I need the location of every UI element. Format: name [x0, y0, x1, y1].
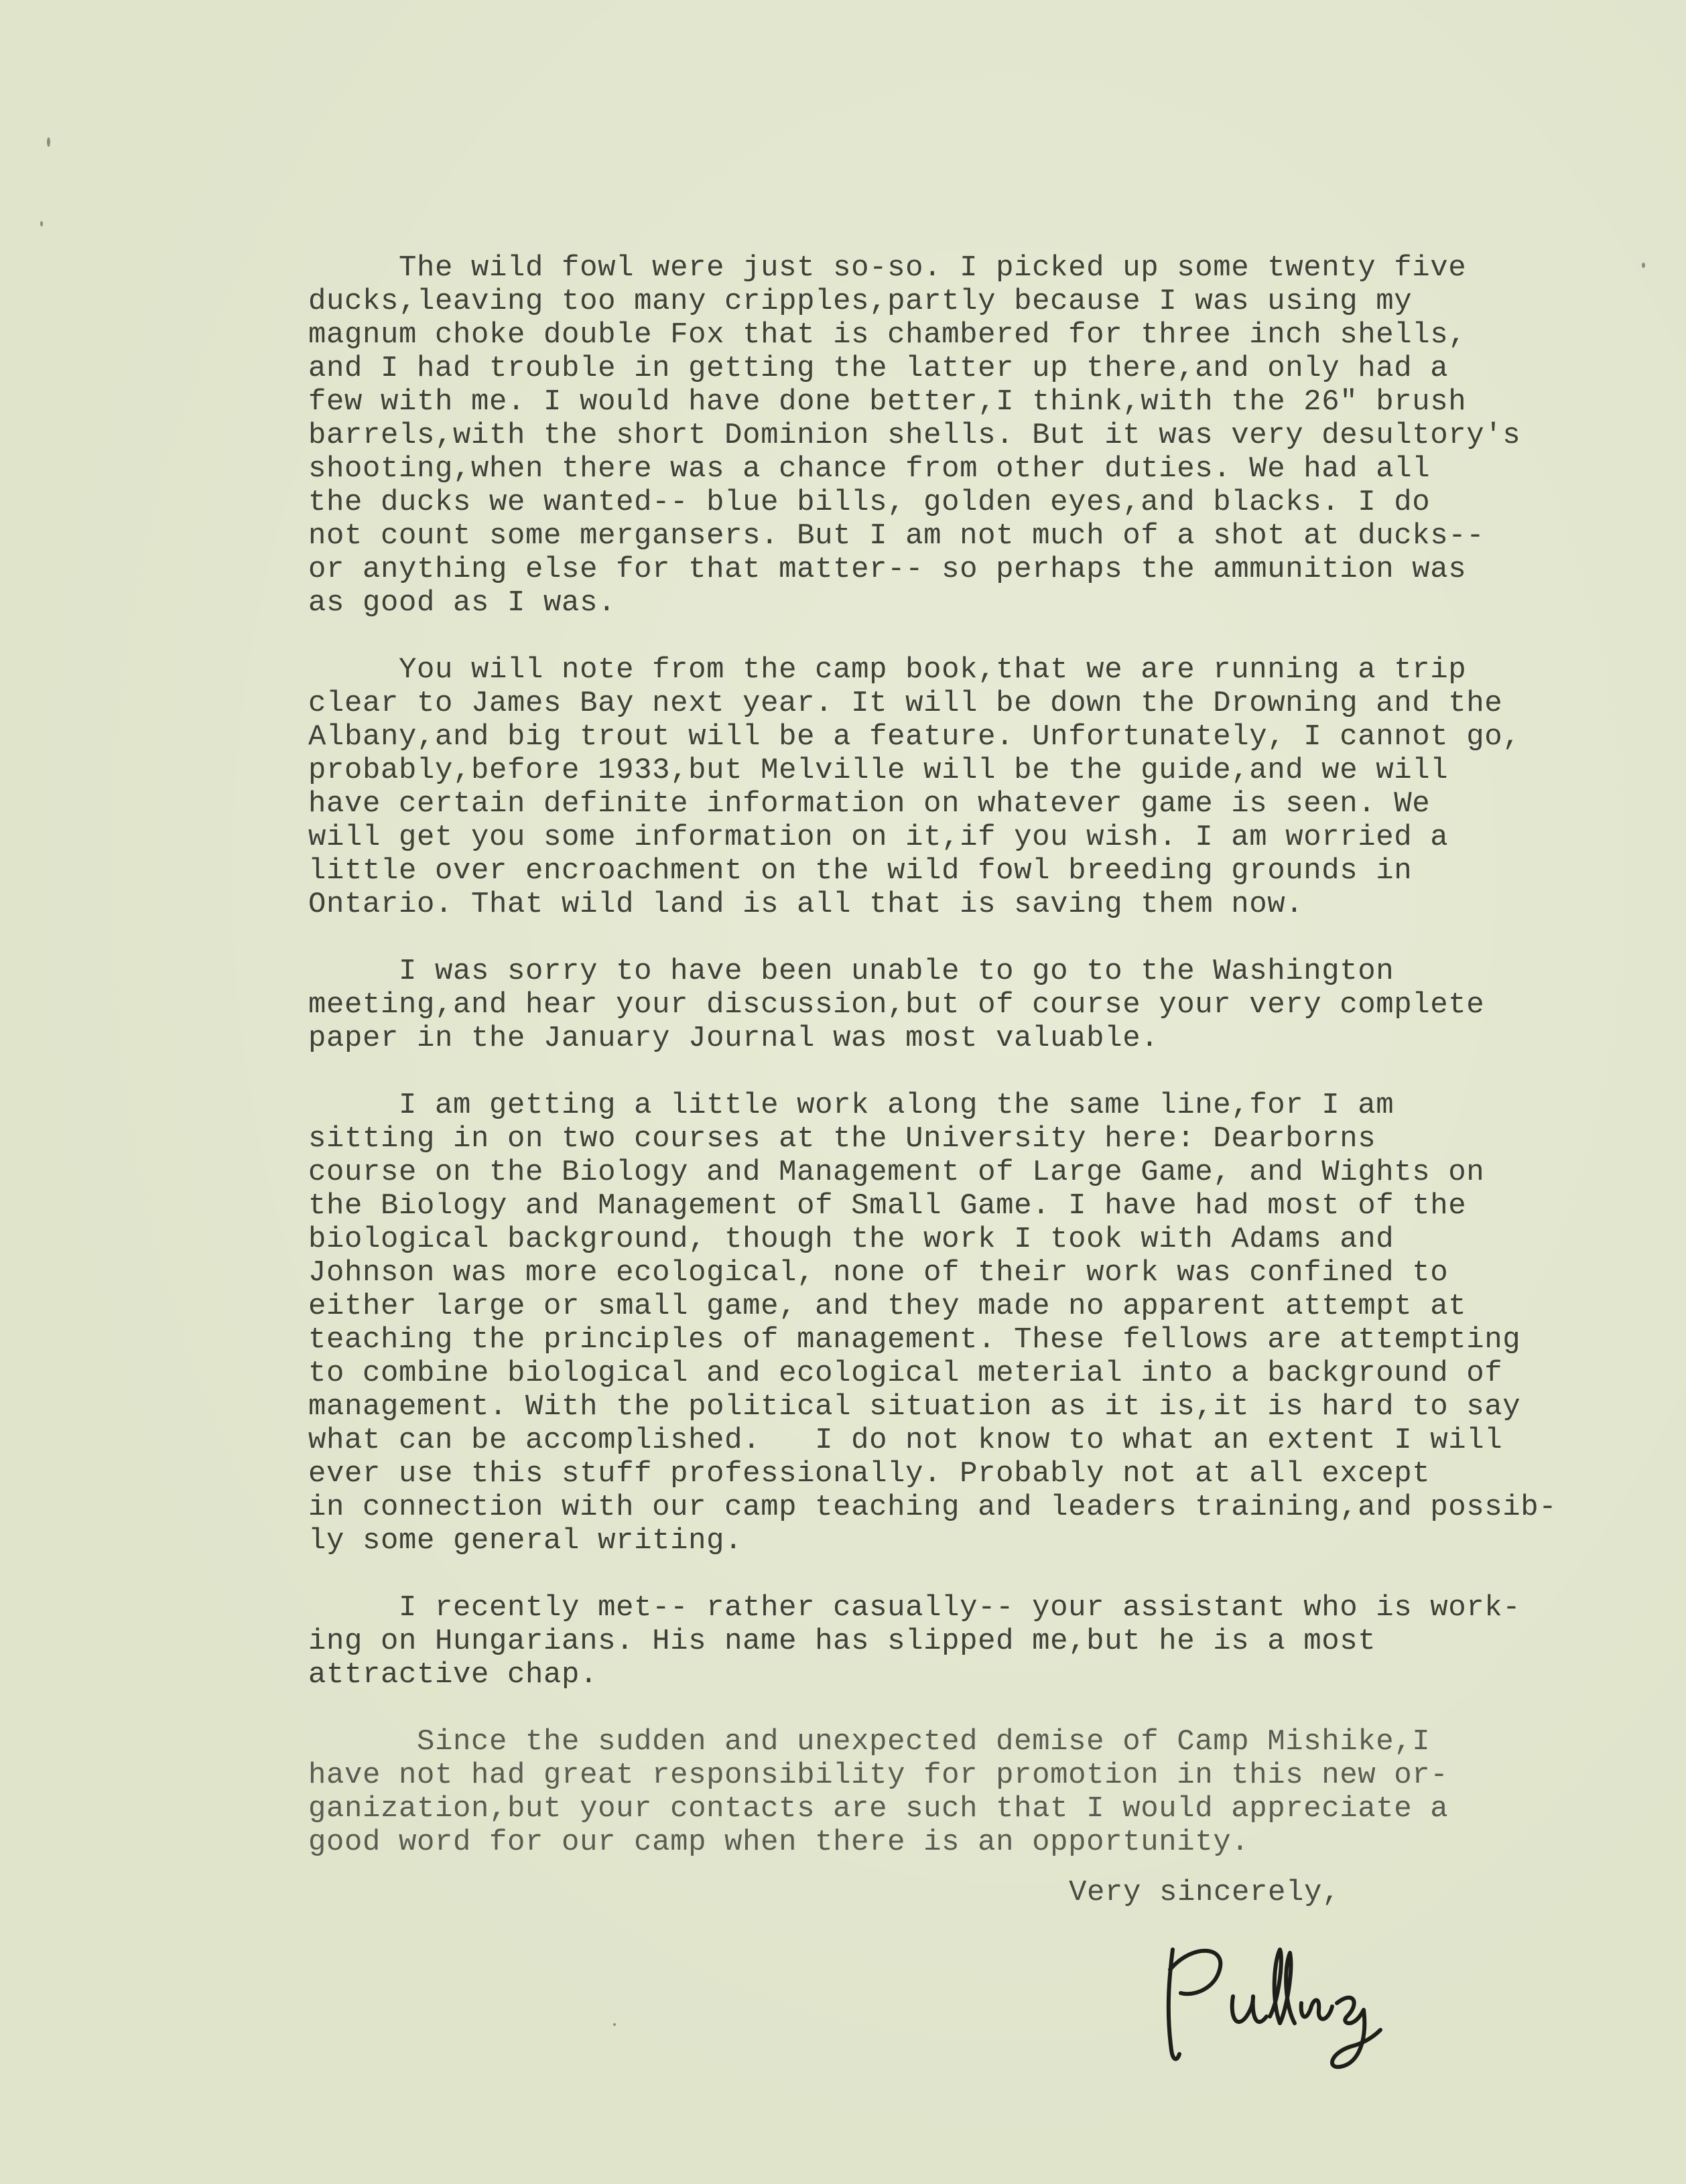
text-line: either large or small game, and they made no apparent attempt at	[308, 1290, 1467, 1323]
text-line: management. With the political situation as it is,it is hard to say	[308, 1390, 1521, 1424]
text-line: Johnson was more ecological, none of their work was confined to	[308, 1256, 1449, 1290]
text-line: attractive chap.	[308, 1658, 598, 1692]
text-line: will get you some information on it,if you wish. I am worried a	[308, 821, 1449, 854]
text-line: ever use this stuff professionally. Probably not at all except	[308, 1457, 1431, 1491]
paragraph-assistant	[308, 1591, 1662, 1692]
text-line: Albany,and big trout will be a feature. Unfortunately, I cannot go,	[308, 720, 1521, 754]
letter-body	[308, 251, 1662, 1893]
text-line: magnum choke double Fox that is chambered for three inch shells,	[308, 318, 1467, 352]
text-line: as good as I was.	[308, 586, 617, 620]
text-line: Ontario. That wild land is all that is saving them now.	[308, 888, 1304, 921]
margin-speck	[47, 137, 50, 147]
text-line: probably,before 1933,but Melville will be the guide,and we will	[308, 754, 1449, 787]
text-line: clear to James Bay next year. It will be down the Drowning and the	[308, 687, 1503, 720]
text-line: the Biology and Management of Small Game. I have had most of the	[308, 1189, 1467, 1223]
text-line: barrels,with the short Dominion shells. But it was very desultory's	[308, 419, 1521, 452]
text-line: shooting,when there was a chance from other duties. We had all	[308, 452, 1431, 486]
closing-salutation: Very sincerely,	[1069, 1876, 1341, 1909]
text-line: I recently met-- rather casually-- your assistant who is work-	[308, 1591, 1521, 1625]
handwritten-signature	[1153, 1923, 1407, 2077]
text-line: biological background, though the work I took with Adams and	[308, 1223, 1395, 1256]
text-line: The wild fowl were just so-so. I picked up some twenty five	[308, 251, 1467, 285]
text-line: and I had trouble in getting the latter up there,and only had a	[308, 352, 1449, 385]
text-line: to combine biological and ecological meterial into a background of	[308, 1357, 1503, 1390]
text-line: sitting in on two courses at the University here: Dearborns	[308, 1122, 1376, 1156]
text-line: ing on Hungarians. His name has slipped me,but he is a most	[308, 1625, 1376, 1658]
paragraph-james-bay-trip	[308, 653, 1662, 921]
text-line: little over encroachment on the wild fowl breeding grounds in	[308, 854, 1413, 888]
paragraph-wild-fowl	[308, 251, 1662, 620]
text-line: course on the Biology and Management of Large Game, and Wights on	[308, 1156, 1485, 1189]
text-line: Since the sudden and unexpected demise of Camp Mishike,I	[308, 1725, 1431, 1759]
text-line: ganization,but your contacts are such that I would appreciate a	[308, 1792, 1449, 1826]
text-line: have certain definite information on whatever game is seen. We	[308, 787, 1431, 821]
text-line: few with me. I would have done better,I think,with the 26" brush	[308, 385, 1467, 419]
text-line: I am getting a little work along the same line,for I am	[308, 1089, 1395, 1122]
text-line: teaching the principles of management. These fellows are attempting	[308, 1323, 1521, 1357]
text-line: ly some general writing.	[308, 1524, 743, 1558]
margin-speck	[40, 221, 43, 226]
text-line: have not had great responsibility for promotion in this new or-	[308, 1759, 1449, 1792]
text-line: not count some mergansers. But I am not much of a shot at ducks--	[308, 519, 1485, 553]
text-line: meeting,and hear your discussion,but of course your very complete	[308, 988, 1485, 1022]
text-line: You will note from the camp book,that we are running a trip	[308, 653, 1467, 687]
text-line: I was sorry to have been unable to go to the Washington	[308, 955, 1395, 988]
text-line: or anything else for that matter-- so perhaps the ammunition was	[308, 553, 1467, 586]
text-line: good word for our camp when there is an opportunity.	[308, 1826, 1250, 1859]
margin-speck	[613, 2023, 616, 2026]
text-line: in connection with our camp teaching and leaders training,and possib-	[308, 1491, 1557, 1524]
text-line: the ducks we wanted-- blue bills, golden eyes,and blacks. I do	[308, 486, 1431, 519]
text-line: ducks,leaving too many cripples,partly because I was using my	[308, 285, 1413, 318]
paragraph-university-courses	[308, 1089, 1662, 1558]
text-line: paper in the January Journal was most valuable.	[308, 1022, 1159, 1055]
paragraph-camp-mishike	[308, 1725, 1662, 1859]
paragraph-washington-meeting	[308, 955, 1662, 1055]
text-line: what can be accomplished. I do not know to what an extent I will	[308, 1424, 1503, 1457]
